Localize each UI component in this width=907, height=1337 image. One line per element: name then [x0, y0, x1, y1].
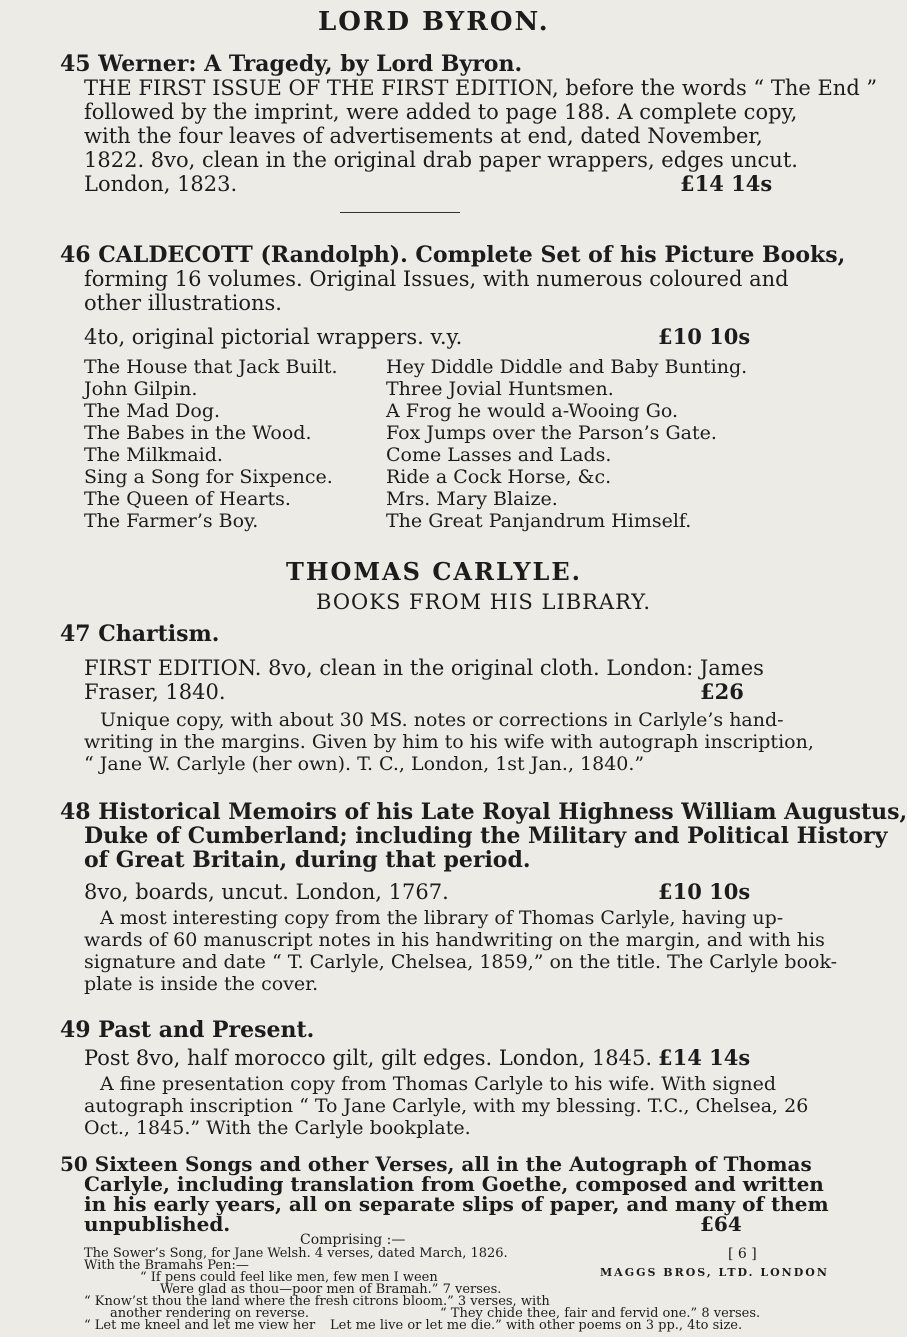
lot-50-price: £64 — [700, 1212, 742, 1236]
lot-45-line: London, 1823. — [84, 172, 238, 196]
lot-46-line: 4to, original pictorial wrappers. v.y. — [84, 325, 463, 349]
lot-49-line: Oct., 1845.” With the Carlyle bookplate. — [84, 1117, 471, 1139]
lot-47-heading: 47 Chartism. — [60, 621, 220, 647]
lot-48-line: plate is inside the cover. — [84, 973, 319, 995]
page-number: [ 6 ] — [728, 1246, 757, 1262]
lot-50-line: Were glad as thou—poor men of Bramah.” 7 verses. — [160, 1282, 502, 1297]
lot-50-line: Let me live or let me die.” with other poems on 3 pp., 4to size. — [330, 1318, 743, 1333]
lot-48-line: A most interesting copy from the library of Thomas Carlyle, having up- — [100, 907, 784, 929]
lot-48-line: signature and date “ T. Carlyle, Chelsea, 1859,” on the title. The Carlyle book- — [84, 951, 838, 973]
lot-50-heading: 50 Sixteen Songs and other Verses, all in the Autograph of Thomas — [60, 1152, 812, 1176]
book-title: Three Jovial Huntsmen. — [386, 378, 614, 400]
book-title: The Queen of Hearts. — [84, 488, 291, 510]
book-title: Hey Diddle Diddle and Baby Bunting. — [386, 356, 748, 378]
lot-50-line: in his early years, all on separate slips of paper, and many of them — [84, 1192, 829, 1216]
lot-47-line: “ Jane W. Carlyle (her own). T. C., London, 1st Jan., 1840.” — [84, 753, 645, 775]
book-title: Sing a Song for Sixpence. — [84, 466, 333, 488]
lot-50-line: Comprising :— — [300, 1232, 406, 1248]
lot-50-line: Carlyle, including translation from Goethe, composed and written — [84, 1172, 824, 1196]
book-title: John Gilpin. — [84, 378, 198, 400]
lot-48-line: Duke of Cumberland; including the Military and Political History — [84, 823, 888, 849]
page-title: LORD BYRON. — [318, 7, 550, 37]
lot-45-line: with the four leaves of advertisements at end, dated November, — [84, 124, 763, 148]
lot-48-line: 8vo, boards, uncut. London, 1767. — [84, 880, 449, 904]
lot-46-price: £10 10s — [658, 324, 751, 349]
lot-47-line: Unique copy, with about 30 MS. notes or corrections in Carlyle’s hand- — [100, 709, 784, 731]
lot-47-price: £26 — [700, 679, 744, 704]
lot-49-line: autograph inscription “ To Jane Carlyle, with my blessing. T.C., Chelsea, 26 — [84, 1095, 809, 1117]
lot-50-line: “ Let me kneel and let me view her — [84, 1318, 316, 1333]
section-title: THOMAS CARLYLE. — [286, 557, 582, 586]
book-title: Fox Jumps over the Parson’s Gate. — [386, 422, 717, 444]
lot-48-line: wards of 60 manuscript notes in his handwriting on the margin, and with his — [84, 929, 825, 951]
publisher-imprint: MAGGS BROS, LTD. LONDON — [600, 1266, 829, 1279]
lot-46-line: other illustrations. — [84, 291, 282, 315]
book-title: The House that Jack Built. — [84, 356, 338, 378]
book-title: The Mad Dog. — [84, 400, 221, 422]
lot-50-line: another rendering on reverse. — [110, 1306, 310, 1321]
lot-47-line: writing in the margins. Given by him to his wife with autograph inscription, — [84, 731, 814, 753]
lot-49-heading: 49 Past and Present. — [60, 1017, 315, 1043]
book-title: Mrs. Mary Blaize. — [386, 488, 558, 510]
lot-50-line: unpublished. — [84, 1212, 231, 1236]
lot-50-line: With the Bramahs Pen:— — [84, 1258, 249, 1273]
book-title: Come Lasses and Lads. — [386, 444, 612, 466]
lot-49-line: Post 8vo, half morocco gilt, gilt edges. London, 1845. — [84, 1046, 653, 1070]
lot-48-price: £10 10s — [658, 879, 751, 904]
lot-45-line: 1822. 8vo, clean in the original drab paper wrappers, edges uncut. — [84, 148, 798, 172]
book-title: A Frog he would a-Wooing Go. — [386, 400, 679, 422]
section-subtitle: BOOKS FROM HIS LIBRARY. — [316, 590, 652, 614]
lot-45-heading: 45 Werner: A Tragedy, by Lord Byron. — [60, 51, 523, 77]
lot-50-line: “ Know’st thou the land where the fresh citrons bloom.” 3 verses, with — [84, 1294, 550, 1309]
lot-46-line: forming 16 volumes. Original Issues, with numerous coloured and — [84, 267, 789, 291]
lot-48-heading: 48 Historical Memoirs of his Late Royal Highness William Augustus, — [60, 799, 907, 825]
lot-50-line: “ They chide thee, fair and fervid one.” 8 verses. — [440, 1306, 761, 1321]
book-title: Ride a Cock Horse, &c. — [386, 466, 612, 488]
lot-49-line: A fine presentation copy from Thomas Carlyle to his wife. With signed — [100, 1073, 777, 1095]
book-title: The Great Panjandrum Himself. — [386, 510, 692, 532]
lot-45-line: THE FIRST ISSUE OF THE FIRST EDITION, before the words “ The End ” — [84, 76, 878, 100]
lot-50-line: “ If pens could feel like men, few men I ween — [140, 1270, 438, 1285]
lot-47-line: Fraser, 1840. — [84, 680, 226, 704]
lot-46-heading: 46 CALDECOTT (Randolph). Complete Set of his Picture Books, — [60, 242, 846, 268]
book-title: The Babes in the Wood. — [84, 422, 312, 444]
lot-45-line: followed by the imprint, were added to page 188. A complete copy, — [84, 100, 798, 124]
lot-45-price: £14 14s — [680, 171, 773, 196]
lot-49-price: £14 14s — [658, 1045, 751, 1070]
lot-48-line: of Great Britain, during that period. — [84, 847, 531, 873]
lot-50-line: The Sower’s Song, for Jane Welsh. 4 verses, dated March, 1826. — [84, 1246, 508, 1261]
book-title: The Farmer’s Boy. — [84, 510, 259, 532]
book-title: The Milkmaid. — [84, 444, 223, 466]
divider — [340, 212, 460, 213]
lot-47-line: FIRST EDITION. 8vo, clean in the original cloth. London: James — [84, 656, 764, 680]
